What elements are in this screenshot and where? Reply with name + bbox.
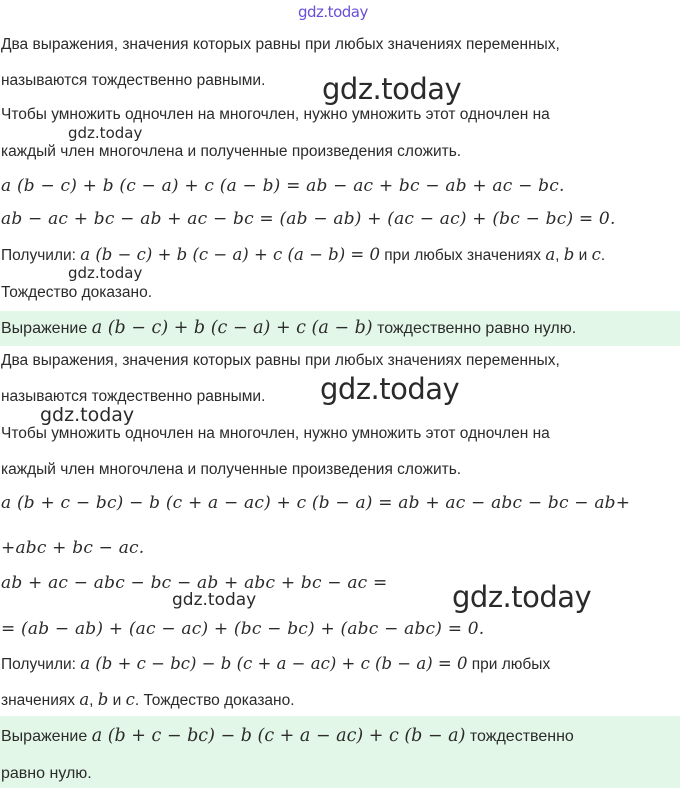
watermark: gdz.today (320, 372, 460, 406)
equation-2a: ab + ac − abc − bc − ab + abc + bc − ac = (1, 573, 388, 593)
conclusion-line (1, 317, 576, 340)
values-word: значениях (1, 692, 76, 709)
rule-line-1: Чтобы умножить одночлен на многочлен, нужно умножить этот одночлен на (1, 106, 550, 123)
definition-line-2: называются тождественно равными. (1, 72, 266, 89)
conclusion-line-2: равно нулю. (1, 765, 92, 782)
conclusion-expression: a (b − c) + b (c − a) + c (a − b) (91, 318, 373, 338)
variable-a: a (545, 245, 556, 264)
proved-line: Тождество доказано. (1, 284, 153, 301)
result-equation: a (b − c) + b (c − a) + c (a − b) = 0 (80, 245, 380, 264)
result-line-2 (1, 689, 295, 712)
conclusion-suffix: тождественно равно нулю. (377, 320, 577, 337)
result-equation: a (b + c − bc) − b (c + a − ac) + c (b − a) = 0 (80, 654, 468, 673)
equation-1b: +abc + bc − ac. (1, 538, 145, 558)
comma: , (89, 692, 94, 709)
result-prefix: Получили: (1, 247, 76, 264)
variable-a: a (79, 690, 90, 709)
conclusion-prefix: Выражение (1, 320, 88, 337)
variable-b: b (97, 690, 109, 709)
watermark-top: gdz.today (298, 3, 368, 21)
period: . (600, 247, 606, 264)
rule-line-2: каждый член многочлена и полученные произведения сложить. (1, 143, 462, 160)
watermark: gdz.today (172, 590, 257, 610)
equation-2: ab − ac + bc − ab + ac − bc = (ab − ab) + (ac − ac) + (bc − bc) = 0. (1, 209, 616, 229)
definition-line-2: называются тождественно равными. (1, 388, 266, 405)
variable-c: c (125, 690, 135, 709)
and-word: и (578, 247, 588, 264)
equation-1a: a (b + c − bc) − b (c + a − ac) + c (b − a) = ab + ac − abc − bc − ab+ (1, 493, 631, 513)
result-line (1, 653, 550, 676)
equation-1: a (b − c) + b (c − a) + c (a − b) = ab − ac + bc − ab + ac − bc. (1, 176, 565, 196)
definition-line-1: Два выражения, значения которых равны при любых значениях переменных, (1, 36, 560, 53)
variable-b: b (563, 245, 575, 264)
conclusion-suffix: тождественно (469, 728, 574, 745)
comma: , (555, 247, 560, 264)
variable-c: c (591, 245, 601, 264)
conclusion-expression: a (b + c − bc) − b (c + a − ac) + c (b − a) (91, 726, 466, 746)
equation-2b: = (ab − ab) + (ac − ac) + (bc − bc) + (abc − abc) = 0. (1, 619, 485, 639)
result-middle: при любых (471, 656, 551, 673)
watermark: gdz.today (68, 264, 143, 282)
conclusion-line (1, 725, 574, 748)
watermark: gdz.today (68, 124, 143, 142)
watermark: gdz.today (322, 72, 462, 106)
and-word: и (112, 692, 122, 709)
watermark: gdz.today (452, 580, 592, 614)
result-middle: при любых значениях (384, 247, 541, 264)
rule-line-2: каждый член многочлена и полученные произведения сложить. (1, 461, 462, 478)
result-line (1, 244, 605, 267)
definition-line-1: Два выражения, значения которых равны при любых значениях переменных, (1, 352, 560, 369)
watermark: gdz.today (40, 404, 135, 426)
result-prefix: Получили: (1, 656, 76, 673)
proved-text: . Тождество доказано. (134, 692, 295, 709)
conclusion-prefix: Выражение (1, 728, 88, 745)
rule-line-1: Чтобы умножить одночлен на многочлен, нужно умножить этот одночлен на (1, 425, 550, 442)
